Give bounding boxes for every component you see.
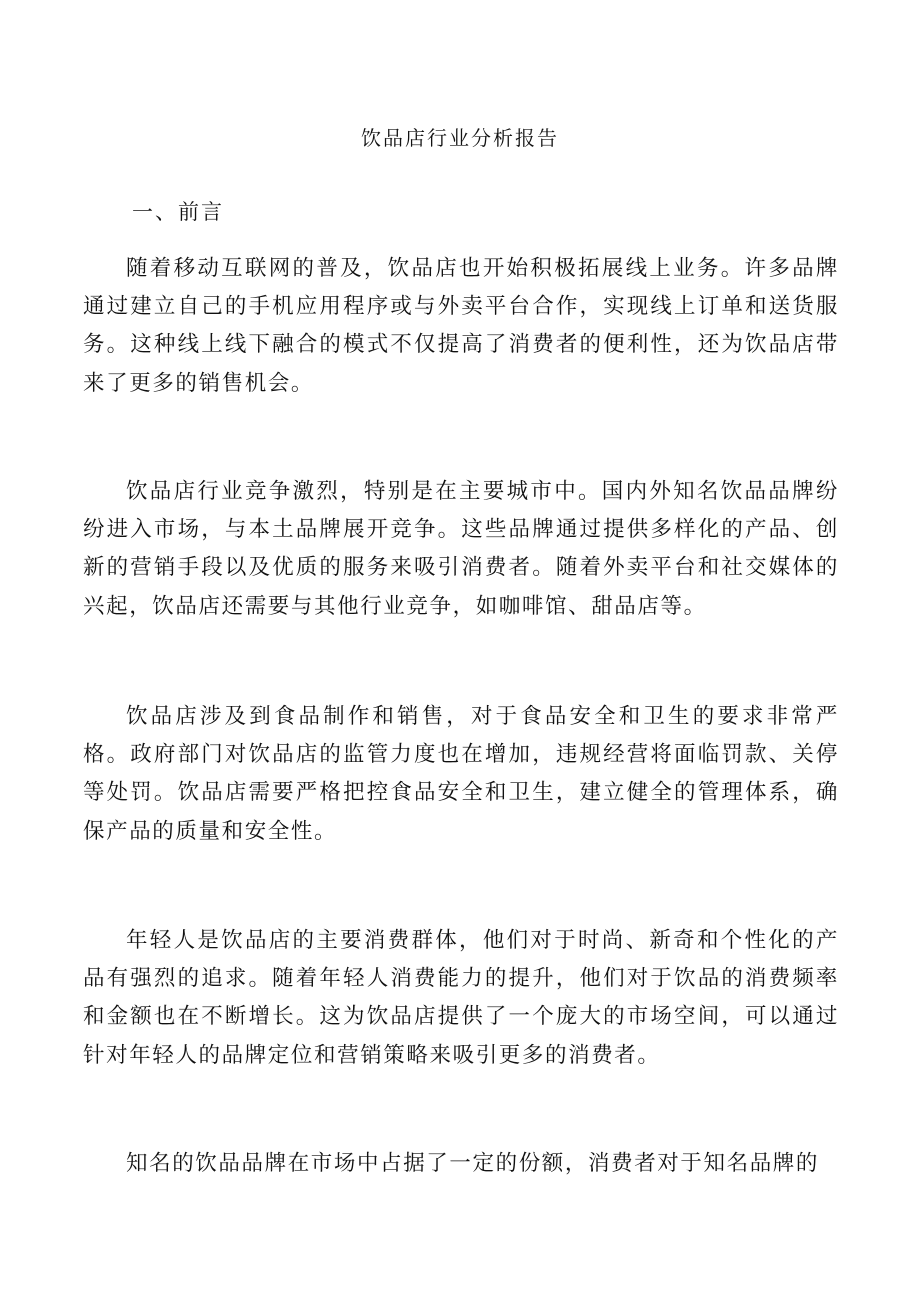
paragraph-online-business: 随着移动互联网的普及，饮品店也开始积极拓展线上业务。许多品牌通过建立自己的手机应用程序或与外卖平台合作，实现线上订单和送货服务。这种线上线下融合的模式不仅提高了消费者的便利性，还为饮品店带来了更多的销售机会。 [83,256,839,396]
paragraph-food-safety: 饮品店涉及到食品制作和销售，对于食品安全和卫生的要求非常严格。政府部门对饮品店的监管力度也在增加，违规经营将面临罚款、关停等处罚。饮品店需要严格把控食品安全和卫生，建立健全的管理体系，确保产品的质量和安全性。 [83,704,839,844]
document-title: 饮品店行业分析报告 [361,126,559,150]
paragraph-competition: 饮品店行业竞争激烈，特别是在主要城市中。国内外知名饮品品牌纷纷进入市场，与本土品牌展开竞争。这些品牌通过提供多样化的产品、创新的营销手段以及优质的服务来吸引消费者。随着外卖平台和社交媒体的兴起，饮品店还需要与其他行业竞争，如咖啡馆、甜品店等。 [83,479,839,619]
paragraph-brands: 知名的饮品品牌在市场中占据了一定的份额，消费者对于知名品牌的 [126,1151,820,1176]
section-heading: 一、前言 [132,200,224,224]
paragraph-young-consumers: 年轻人是饮品店的主要消费群体，他们对于时尚、新奇和个性化的产品有强烈的追求。随着年轻人消费能力的提升，他们对于饮品的消费频率和金额也在不断增长。这为饮品店提供了一个庞大的市场空间，可以通过针对年轻人的品牌定位和营销策略来吸引更多的消费者。 [83,928,839,1068]
